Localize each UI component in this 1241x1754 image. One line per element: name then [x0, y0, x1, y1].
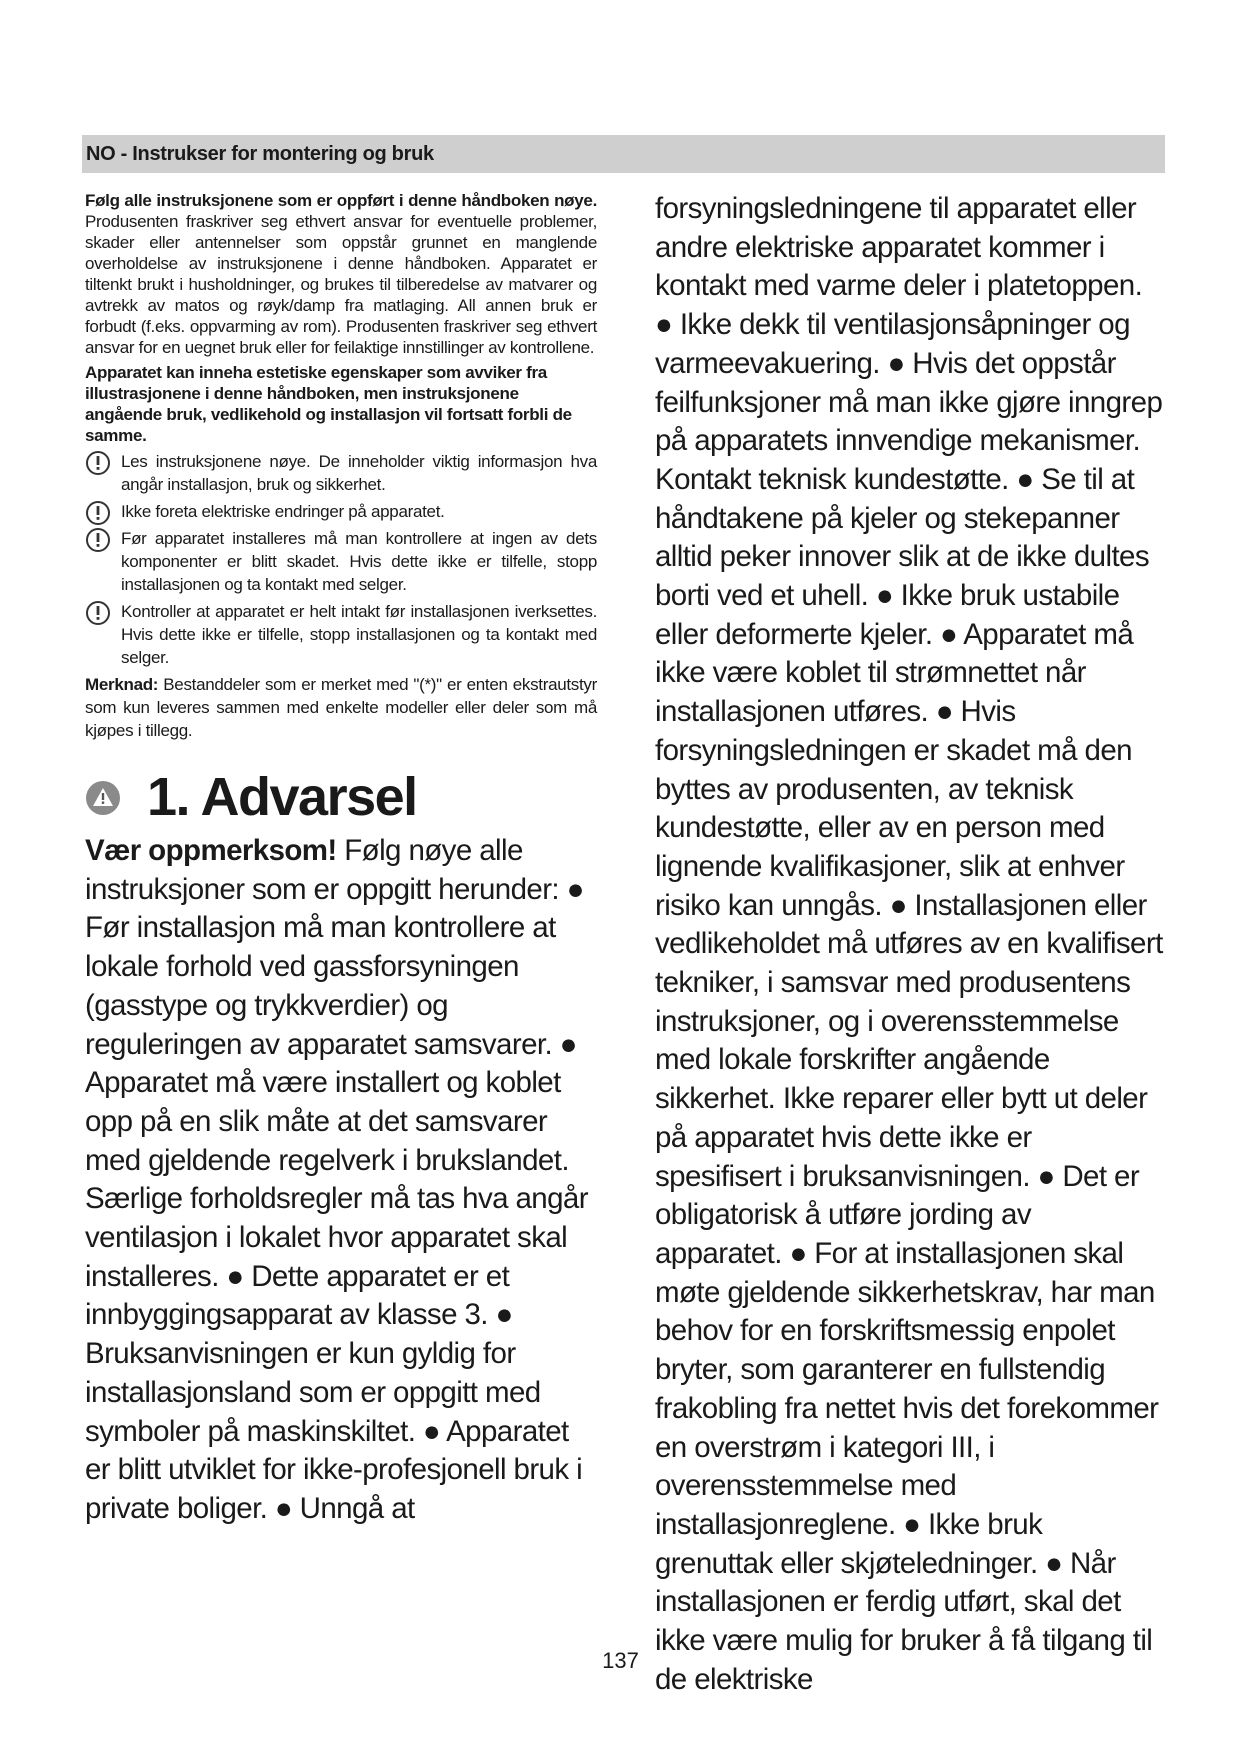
warning-triangle-icon [85, 780, 121, 816]
section-title: 1. Advarsel [147, 767, 417, 827]
warning-circle-icon [85, 500, 111, 526]
note-paragraph [85, 673, 597, 742]
warning-text: Kontroller at apparatet er helt intakt før installasjonen iverksettes. Hvis dette ikke er tilfelle, stopp installasjonen og ta kontakt med selger. [121, 602, 597, 667]
warning-circle-icon [85, 600, 111, 626]
body-right: forsyningsledningene til apparatet eller andre elektriske apparatet kommer i kontakt med varme deler i platetoppen. ● Ikke dekk til ventilasjonsåpninger og varmeevakuering. ● Hvis det oppstår feilfunksjoner må man ikke gjøre inngrep på apparatets innvendige mekanismer. Kontakt teknisk kundestøtte. ● Se til at håndtakene på kjeler og stekepanner alltid peker innover slik at de ikke dultes borti ved et uhell. ● Ikke bruk ustabile eller deformerte kjeler. ● Apparatet må ikke være koblet til strømnettet når installasjonen utføres. ● Hvis forsyningsledningen er skadet må den byttes av produsenten, av teknisk kundestøtte, eller av en person med lignende kvalifikasjoner, slik at enhver risiko kan unngås. ● Installasjonen eller vedlikeholdet må utføres av en kvalifisert tekniker, i samsvar med produsentens instruksjoner, og i overensstemmelse med lokale forskrifter angående sikkerhet. Ikke reparer eller bytt ut deler på apparatet hvis dette ikke er spesifisert i bruksanvisningen. ● Det er obligatorisk å utføre jording av apparatet. ● For at installasjonen skal møte gjeldende sikkerhetskrav, har man behov for en forskriftsmessig enpolet bryter, som garanterer en fullstendig frakobling fra nettet hvis det forekommer en overstrøm i kategori III, i overensstemmelse med installasjonreglene. ● Ikke bruk grenuttak eller skjøteledninger. ● Når installasjonen er ferdig utført, skal det ikke være mulig for bruker å få tilgang til de elektriske [655, 192, 1163, 1696]
warning-text: Før apparatet installeres må man kontrollere at ingen av dets komponenter er blitt skadet. Hvis dette ikke er tilfelle, stopp installasjonen og ta kontakt med selger. [121, 529, 597, 594]
note-text: Bestanddeler som er merket med "(*)" er enten ekstrautstyr som kun leveres sammen med enkelte modeller eller deler som må kjøpes i tillegg. [85, 675, 597, 740]
page-number: 137 [602, 1648, 639, 1673]
intro-paragraph [85, 190, 597, 358]
header-title: NO - Instrukser for montering og bruk [86, 143, 434, 165]
aesthetic-note: Apparatet kan inneha estetiske egenskaper som avviker fra illustrasjonene i denne håndboken, men instruksjonene angående bruk, vedlikehold og installasjon vil fortsatt forbli de samme. [85, 363, 572, 445]
intro-text: Produsenten fraskriver seg ethvert ansvar for eventuelle problemer, skader eller antennelser som oppstår grunnet en manglende overholdelse av instruksjonene i denne håndboken. Apparatet er tiltenkt brukt i husholdninger, og brukes til tilberedelse av matvarer og avtrekk av matos og røyk/damp fra matlaging. All annen bruk er forbudt (f.eks. oppvarming av rom). Produsenten fraskriver seg ethvert ansvar for en uegnet bruk eller for feilaktige innstillinger av kontrollene. [85, 212, 597, 357]
section-heading [85, 762, 597, 832]
warning-circle-icon [85, 450, 111, 476]
warning-circle-icon [85, 527, 111, 553]
section-header-bar [82, 135, 1165, 173]
body-left-text: Følg nøye alle instruksjoner som er oppgitt herunder: ● Før installasjon må man kontrollere at lokale forhold ved gassforsyningen (gasstype og trykkverdier) og reguleringen av apparatet samsvarer. ● Apparatet må være installert og koblet opp på en slik måte at det samsvarer med gjeldende regelverk i brukslandet. Særlige forholdsregler må tas hva angår ventilasjon i lokalet hvor apparatet skal installeres. ● Dette apparatet er et innbyggingsapparat av klasse 3. ● Bruksanvisningen er kun gyldig for installasjonsland som er oppgitt med symboler på maskinskiltet. ● Apparatet er blitt utviklet for ikke-profesjonell bruk i private boliger. ● Unngå at [85, 834, 588, 1525]
warning-text: Les instruksjonene nøye. De inneholder viktig informasjon hva angår installasjon, bruk og sikkerhet. [121, 452, 597, 494]
warning-item [85, 450, 597, 496]
left-column [85, 190, 597, 1529]
body-left [85, 832, 597, 1529]
intro-bold: Følg alle instruksjonene som er oppført i denne håndboken nøye. [85, 191, 597, 210]
warning-item [85, 500, 597, 523]
attention-bold: Vær oppmerksom! [85, 834, 337, 867]
right-column [655, 190, 1165, 1699]
warning-item [85, 527, 597, 596]
note-label: Merknad: [85, 675, 159, 694]
warning-text: Ikke foreta elektriske endringer på apparatet. [121, 502, 445, 521]
warning-item [85, 600, 597, 669]
